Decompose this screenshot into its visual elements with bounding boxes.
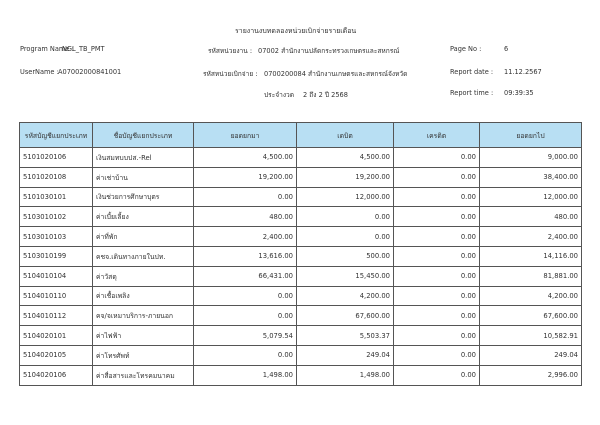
cell-opening-balance: 5,079.54 <box>194 326 297 346</box>
cell-account-name: ค่าเชื้อเพลิง <box>93 286 194 306</box>
trial-balance-table <box>19 122 582 386</box>
cell-debit: 500.00 <box>297 246 394 266</box>
cell-closing-balance: 249.04 <box>480 345 582 365</box>
report-time-value: 09:39:35 <box>504 89 534 97</box>
cell-credit: 0.00 <box>394 266 480 286</box>
cell-account-name: ค่าเช่าบ้าน <box>93 167 194 187</box>
cell-account-name: ค่าเบี้ยเลี้ยง <box>93 207 194 227</box>
cell-opening-balance: 480.00 <box>194 207 297 227</box>
cell-account-name: คชจ.เดินทางภายในปท. <box>93 246 194 266</box>
cell-credit: 0.00 <box>394 345 480 365</box>
cell-credit: 0.00 <box>394 187 480 207</box>
program-name-value: NGL_TB_PMT <box>62 45 105 53</box>
disbursement-unit-label: รหัสหน่วยเบิกจ่าย : <box>203 70 258 78</box>
cell-credit: 0.00 <box>394 365 480 385</box>
cell-account-code: 5103010102 <box>20 207 93 227</box>
username-label: UserName : <box>20 68 59 76</box>
agency-code-label: รหัสหน่วยงาน : <box>208 47 253 55</box>
column-header-account-code: รหัสบัญชีแยกประเภท <box>20 123 93 148</box>
username-value: A07002000841001 <box>58 68 122 76</box>
cell-debit: 1,498.00 <box>297 365 394 385</box>
cell-account-name: เงินช่วยการศึกษาบุตร <box>93 187 194 207</box>
period-value: 2 ถึง 2 ปี 2568 <box>303 91 348 99</box>
cell-account-name: ค่าโทรศัพท์ <box>93 345 194 365</box>
table-row <box>20 306 582 326</box>
cell-credit: 0.00 <box>394 246 480 266</box>
table-row <box>20 207 582 227</box>
cell-closing-balance: 12,000.00 <box>480 187 582 207</box>
cell-closing-balance: 81,881.00 <box>480 266 582 286</box>
table-row <box>20 227 582 247</box>
cell-closing-balance: 9,000.00 <box>480 148 582 168</box>
cell-credit: 0.00 <box>394 306 480 326</box>
cell-account-code: 5104010110 <box>20 286 93 306</box>
cell-opening-balance: 66,431.00 <box>194 266 297 286</box>
report-date-value: 11.12.2567 <box>504 68 542 76</box>
column-header-closing-balance: ยอดยกไป <box>480 123 582 148</box>
cell-account-code: 5104020106 <box>20 365 93 385</box>
cell-debit: 19,200.00 <box>297 167 394 187</box>
program-name-label: Program Name : <box>20 45 74 53</box>
table-row <box>20 246 582 266</box>
page-number-label: Page No : <box>450 45 482 53</box>
cell-debit: 249.04 <box>297 345 394 365</box>
disbursement-unit-value: 0700200084 สำนักงานเกษตรและสหกรณ์จังหวัด <box>264 70 408 78</box>
cell-debit: 5,503.37 <box>297 326 394 346</box>
cell-account-name: ค่าไฟฟ้า <box>93 326 194 346</box>
cell-credit: 0.00 <box>394 148 480 168</box>
cell-closing-balance: 10,582.91 <box>480 326 582 346</box>
cell-closing-balance: 14,116.00 <box>480 246 582 266</box>
cell-debit: 0.00 <box>297 227 394 247</box>
table-header-row <box>20 123 582 148</box>
cell-opening-balance: 0.00 <box>194 187 297 207</box>
cell-credit: 0.00 <box>394 326 480 346</box>
cell-credit: 0.00 <box>394 227 480 247</box>
cell-account-code: 5101020106 <box>20 148 93 168</box>
column-header-debit: เดบิต <box>297 123 394 148</box>
cell-debit: 15,450.00 <box>297 266 394 286</box>
cell-credit: 0.00 <box>394 167 480 187</box>
cell-opening-balance: 2,400.00 <box>194 227 297 247</box>
column-header-opening-balance: ยอดยกมา <box>194 123 297 148</box>
cell-account-code: 5103010103 <box>20 227 93 247</box>
cell-debit: 12,000.00 <box>297 187 394 207</box>
cell-debit: 67,600.00 <box>297 306 394 326</box>
cell-account-code: 5104020105 <box>20 345 93 365</box>
cell-account-code: 5104020101 <box>20 326 93 346</box>
page-number-value: 6 <box>504 45 509 53</box>
cell-credit: 0.00 <box>394 286 480 306</box>
cell-debit: 4,200.00 <box>297 286 394 306</box>
cell-closing-balance: 38,400.00 <box>480 167 582 187</box>
cell-opening-balance: 19,200.00 <box>194 167 297 187</box>
column-header-account-name: ชื่อบัญชีแยกประเภท <box>93 123 194 148</box>
table-row <box>20 365 582 385</box>
table-row <box>20 266 582 286</box>
table-row <box>20 345 582 365</box>
cell-account-code: 5101030101 <box>20 187 93 207</box>
cell-account-code: 5104010104 <box>20 266 93 286</box>
cell-opening-balance: 0.00 <box>194 286 297 306</box>
cell-opening-balance: 4,500.00 <box>194 148 297 168</box>
cell-account-code: 5103010199 <box>20 246 93 266</box>
agency-code-value: 07002 สำนักงานปลัดกระทรวงเกษตรและสหกรณ์ <box>258 47 400 55</box>
cell-opening-balance: 0.00 <box>194 345 297 365</box>
cell-closing-balance: 2,996.00 <box>480 365 582 385</box>
cell-closing-balance: 480.00 <box>480 207 582 227</box>
report-time-label: Report time : <box>450 89 494 97</box>
table-row <box>20 326 582 346</box>
cell-account-code: 5104010112 <box>20 306 93 326</box>
cell-opening-balance: 13,616.00 <box>194 246 297 266</box>
cell-account-code: 5101020108 <box>20 167 93 187</box>
report-title: รายงานงบทดลองหน่วยเบิกจ่ายรายเดือน <box>235 27 357 35</box>
cell-account-name: ค่าที่พัก <box>93 227 194 247</box>
cell-credit: 0.00 <box>394 207 480 227</box>
table-row <box>20 148 582 168</box>
cell-debit: 4,500.00 <box>297 148 394 168</box>
cell-closing-balance: 2,400.00 <box>480 227 582 247</box>
cell-account-name: เงินสมทบบปส.-Rel <box>93 148 194 168</box>
cell-opening-balance: 0.00 <box>194 306 297 326</box>
report-date-label: Report date : <box>450 68 494 76</box>
table-row <box>20 167 582 187</box>
cell-debit: 0.00 <box>297 207 394 227</box>
table-row <box>20 286 582 306</box>
cell-closing-balance: 67,600.00 <box>480 306 582 326</box>
cell-account-name: คจ/จเหมาบริการ-ภายนอก <box>93 306 194 326</box>
cell-opening-balance: 1,498.00 <box>194 365 297 385</box>
cell-account-name: ค่าสื่อสารและโทรคมนาคม <box>93 365 194 385</box>
cell-closing-balance: 4,200.00 <box>480 286 582 306</box>
column-header-credit: เครดิต <box>394 123 480 148</box>
period-label: ประจำงวด <box>264 91 295 99</box>
table-row <box>20 187 582 207</box>
cell-account-name: ค่าวัสดุ <box>93 266 194 286</box>
